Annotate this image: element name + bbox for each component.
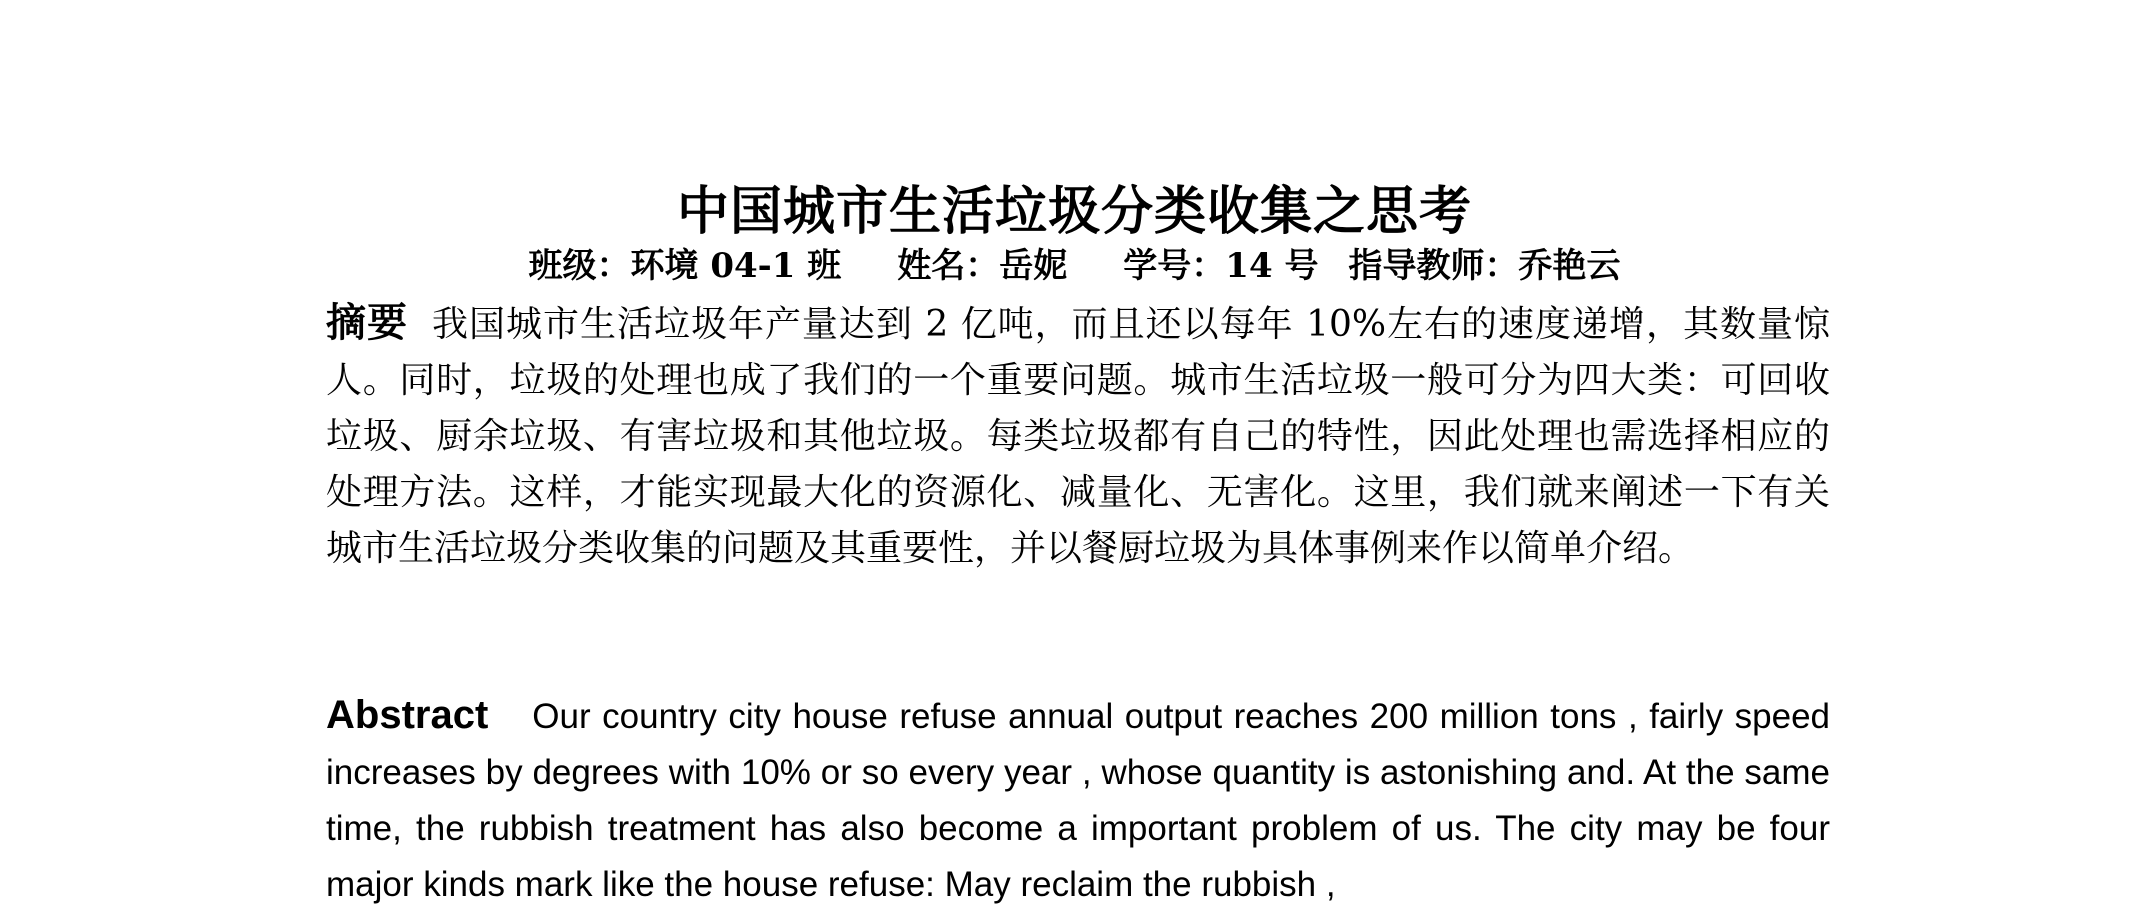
english-abstract <box>326 687 1830 913</box>
document-title: 中国城市生活垃圾分类收集之思考 <box>676 181 1472 242</box>
english-abstract-label: Abstract <box>326 693 489 737</box>
chinese-abstract-label: 摘要 <box>326 299 408 346</box>
byline-advisor: 指导教师：乔艳云 <box>1348 246 1621 286</box>
chinese-abstract-text: 我国城市生活垃圾年产量达到 2 亿吨，而且还以每年 10%左右的速度递增，其数量惊人。同时，垃圾的处理也成了我们的一个重要问题。城市生活垃圾一般可分为四大类：可回收垃圾、厨余垃圾、有害垃圾和其他垃圾。每类垃圾都有自己的特性，因此处理也需选择相应的处理方法。这样，才能实现最大化的资源化、减量化、无害化。这里，我们就来阐述一下有关城市生活垃圾分类收集的问题及其重要性，并以餐厨垃圾为具体事例来作以简单介绍。 <box>326 304 1830 569</box>
author-byline <box>0 243 2149 289</box>
english-abstract-text: Our country city house refuse annual output reaches 200 million tons , fairly speed increases by degrees with 10% or so every year , whose quantity is astonishing and. At the same time, the rubbish treatment has also become a important problem of us. The city may be four major kinds mark like the house refuse: May reclaim the rubbish , <box>326 697 1830 904</box>
chinese-abstract <box>326 295 1830 577</box>
byline-student-id: 学号：14 号 <box>1123 246 1319 286</box>
byline-class: 班级：环境 04-1 班 <box>528 246 842 286</box>
byline-name: 姓名：岳妮 <box>897 246 1068 286</box>
